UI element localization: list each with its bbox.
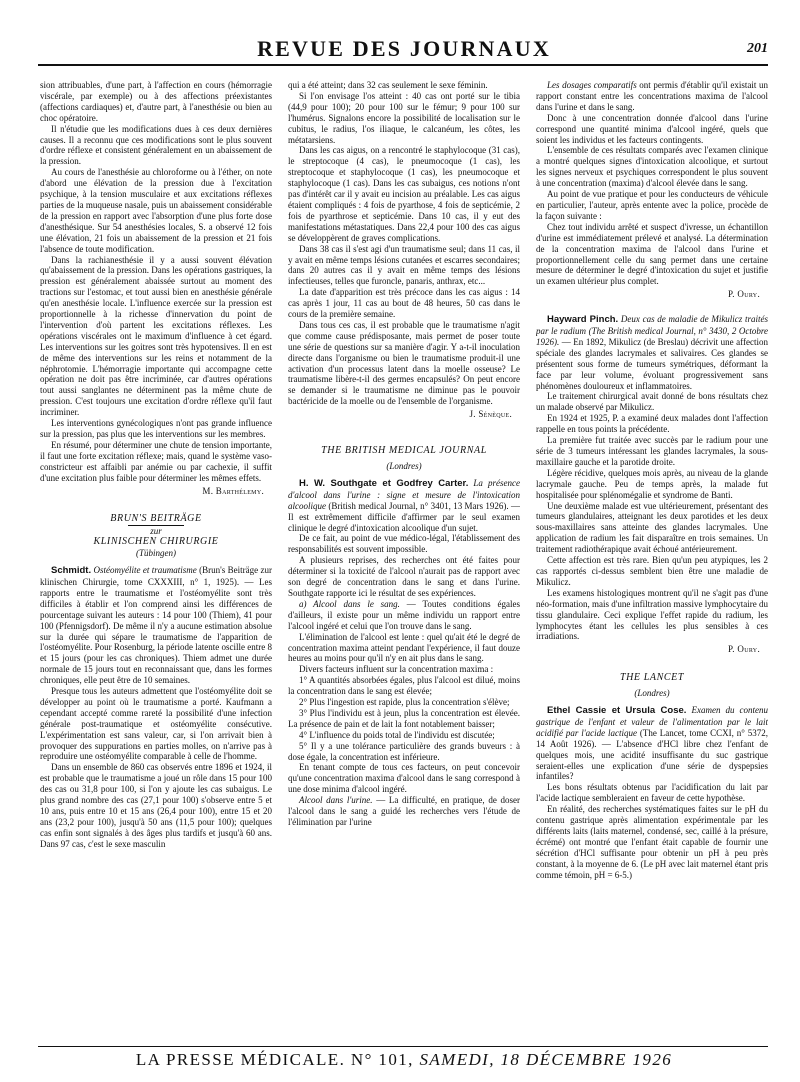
paragraph: Divers facteurs influent sur la concentration maxima : <box>299 664 494 675</box>
paragraph: sion attribuables, d'une part, à l'affection en cours (hémorragie viscérale, par exemple) ou à des affections préexistantes (affections cardiaques) et, d'autre part, à l'anesthésie ou bien au choc opératoire. <box>40 80 272 123</box>
paragraph <box>288 795 520 828</box>
article-title: Examen du contenu gastrique de l'enfant et valeur de l'alimentation par le lait acidifié par l'acide lactique <box>536 705 768 738</box>
paragraph: Donc à une concentration donnée d'alcool dans l'urine correspond une quantité minima d'alcool ingéré, quels que soient les individus et les facteurs contingents. <box>536 112 768 145</box>
section-heading: THE LANCET <box>619 672 685 684</box>
article-paragraph <box>288 478 520 534</box>
list-item: 5° Il y a une tolérance particulière des grands buveurs : à dose égale, la concentration est inférieure. <box>288 740 520 762</box>
header-rule <box>38 64 768 66</box>
paragraph: Si l'on envisage l'os atteint : 40 cas ont porté sur le tibia (44,9 pour 100); 20 pour 100 sur le fémur; 9 pour 100 sur l'humérus. Signalons encore la possibilité de localisation sur le cubitus, le radius, l'os iliaque, le calcanéum, les côtes, les métatarsiens. <box>288 90 520 145</box>
article-title: Ostéomyélite et traumatisme <box>93 565 197 576</box>
paragraph: En tenant compte de tous ces facteurs, on peut concevoir qu'une concentration maxima d'alcool dans le sang correspond à une dose minima d'alcool ingéré. <box>288 762 520 795</box>
paragraph: Le traitement chirurgical avait donné de bons résultats chez un malade observé par Mikulicz. <box>536 391 768 413</box>
footer-issue: N° 101, <box>350 1050 414 1069</box>
paragraph: Les bons résultats obtenus par l'acidification du lait par l'acide lactique sembleraient en faveur de cette hypothèse. <box>536 782 768 804</box>
column-right <box>536 80 768 1046</box>
footer-date: SAMEDI, 18 DÉCEMBRE 1926 <box>419 1050 673 1069</box>
subheading-lead: a) Alcool dans le sang. <box>299 598 400 609</box>
list-item: 4° L'influence du poids total de l'individu est discutée; <box>299 729 495 740</box>
article-reference: (British medical Journal, n° 3401, 13 Mars 1926). <box>328 500 509 511</box>
article-body: — Il est extrêmement difficile d'affirmer par le seul examen clinique le degré d'intoxication alcoolique d'un sujet. <box>288 500 520 533</box>
paragraph: Dans les cas aigus, on a rencontré le staphylocoque (31 cas), le streptocoque (4 cas), le pneumocoque (1 cas), les streptocoque et staphylocoque (1 cas), les pneumocoque et staphylocoque (1 cas). Dans les cas subaigus, ces notions n'ont pas d'intérêt car il y avait eu incision au préalable. Les cas aigus étaient compliqués : 4 fois de pyarthose, 4 fois de septicémie, 2 fois de pyarthrose et septicémie. Dans 10 cas, il y eut des manifestations métastatiques. Dans 22,4 pour 100 des cas aigus se développèrent de graves complications. <box>288 145 520 243</box>
article-body: — En 1892, Mikulicz (de Breslau) décrivit une affection spéciale des glandes lacrymales et salivaires. Ces glandes se présentent sous forme de tumeurs symétriques, déformant la face par leur volume, évoluant progressivement sans phénomènes douloureux et inflammatoires. <box>536 336 768 391</box>
author-signature: J. Sénèque. <box>469 409 512 420</box>
article-body: — Les rapports entre le traumatisme et l'ostéomyélite sont très difficiles à établir et l'on comprend ainsi les différences de pourcentage suivant les auteurs : 14 pour 100 (Thiem), 41 pour 100 (Pfennigsdorf). De même il n'y a aucune estimation absolue sur la durée qui sépare le traumatisme de l'apparition de l'ostéomyélite. Pour Rosenburg, la période latente oscille entre 8 et 15 jours (pour les cas chroniques). Thiem admet une durée normale de 15 jours tout en reconnaissant que, dans les formes chroniques, elle peut être de 10 semaines. <box>40 576 272 686</box>
paragraph <box>536 80 768 113</box>
paragraph: Presque tous les auteurs admettent que l'ostéomyélite doit se développer au point où le traumatisme a porté. Kaufmann a cependant accepté comme rareté la possibilité d'une infection générale post-traumatique et ostéomyélite consécutive. L'expérimentation est sans valeur, car, si l'on arrivait bien à provoquer des suppurations en parties molles, on n'arrive pas à reproduire une ostéomyélite comparable à celle de l'homme. <box>40 686 272 762</box>
article-reference: (The Lancet, tome CCXI, n° 5372, 14 Août 1926). <box>536 727 768 749</box>
paragraph: En 1924 et 1925, P. a examiné deux malades dont l'affection rappelle en tous points la précédente. <box>536 413 768 435</box>
article-author: H. W. Southgate et Godfrey Carter. <box>299 477 469 489</box>
paragraph-body: — Toutes conditions égales d'ailleurs, il existe pour un même individu un rapport entre l'alcool ingéré et celui que l'on trouve dans le sang. <box>288 598 520 631</box>
article-paragraph <box>40 565 272 686</box>
article-author: Hayward Pinch. <box>547 314 619 326</box>
paragraph: La première fut traitée avec succès par le radium pour une série de 3 tumeurs intéressant les glandes lacrymales, la sous-maxillaire gauche et la parotide droite. <box>536 435 768 467</box>
paragraph: Dans 38 cas il s'est agi d'un traumatisme seul; dans 11 cas, il y avait en même temps lésions cutanées et escarres secondaires; dans 20 autres cas il y avait en même temps des lésions infectieuses, telles que furoncle, panaris, anthrax, etc... <box>288 243 520 287</box>
list-item: 1° A quantités absorbées égales, plus l'alcool est dilué, moins la concentration dans le sang est élevée; <box>288 675 520 697</box>
page-number: 201 <box>747 41 768 56</box>
paragraph: L'ensemble de ces résultats comparés avec l'examen clinique a montré quelques signes d'intoxication alcoolique, et surtout les signes nerveux et psychiques correspondent le plus souvent à une concentration (maxima) d'alcool élevée dans le sang. <box>536 145 768 189</box>
author-signature: P. Oury. <box>728 644 760 655</box>
paragraph-body: — La difficulté, en pratique, de doser l'alcool dans le sang a guidé les recherches vers l'étude de l'élimination par l'urine <box>288 795 520 827</box>
footer-journal: LA PRESSE MÉDICALE. <box>135 1050 346 1069</box>
paragraph-body: ont permis d'établir qu'il existait un rapport constant entre les concentrations maxima de l'alcool dans l'urine et dans le sang. <box>536 80 768 112</box>
page-footer <box>40 1050 768 1070</box>
article-body: — L'absence d'HCl libre chez l'enfant de quelques mois, une acidité insuffisante du suc gastrique seraient-elles une explication d'une série de dyspepsies infantiles? <box>536 738 768 782</box>
paragraph: Il n'étudie que les modifications dues à ces deux dernières causes. Il a reconnu que ces modifications sont le plus souvent d'ordre réflexe et consistent généralement en un abaissement de la pression. <box>40 123 272 167</box>
paragraph: Au cours de l'anesthésie au chloroforme ou à l'éther, on note d'abord une élévation de la pression due à l'excitation psychique, à la tension musculaire et aux excitations réflexes parties de la muqueuse nasale, puis un abaissement considérable de la pression en rapport avec l'absorption d'une plus forte dose d'anesthésique. Sur 54 anesthésies locales, S. a observé 12 fois une élévation, 21 fois un abaissement de la pression et 21 fois l'absence de toute modification. <box>40 167 272 254</box>
paragraph: En résumé, pour déterminer une chute de tension importante, il faut une forte excitation réflexe; mais, quand le système vaso-constricteur est affaibli par anémie ou par cachexie, il suffit d'une excitation plus faible pour déterminer les mêmes effets. <box>40 439 272 483</box>
running-title: REVUE DES JOURNAUX <box>257 36 551 61</box>
paragraph: Au point de vue pratique et pour les conducteurs de véhicule en particulier, l'auteur, après entente avec la police, procède de la façon suivante : <box>536 189 768 221</box>
paragraph <box>288 599 520 632</box>
paragraph: Les interventions gynécologiques n'ont pas grande influence sur la pression, pas plus que les interventions sur les membres. <box>40 418 272 439</box>
author-signature: M. Barthélemy. <box>202 485 264 496</box>
author-signature: P. Oury. <box>728 289 760 300</box>
section-city: (Tübingen) <box>136 548 176 559</box>
column-middle <box>288 80 520 1046</box>
page-header <box>40 36 768 66</box>
subheading-lead: Alcool dans l'urine. <box>299 795 373 806</box>
paragraph: La date d'apparition est très précoce dans les cas aigus : 14 cas après 1 jour, 11 cas au bout de 48 heures, 50 cas dans le cours de la première semaine. <box>288 287 520 320</box>
article-columns <box>40 80 768 1046</box>
section-heading: BRUN'S BEITRÄGE <box>110 513 202 525</box>
paragraph: Dans la rachianesthésie il y a aussi souvent élévation qu'abaissement de la pression. Dans les opérations gastriques, la pression est généralement abaissée surtout au moment des tractions sur l'estomac, et tout aussi bien en anesthésie générale qu'en anesthésie locale. L'influence exercée sur la pression est proportionnelle à la richesse d'innervation du point de l'intervention d'où partent les excitations réflexes. Les opérations viscérales ont le maximum d'influence à cet égard. Les interventions sur les goitres sont très hypotensives. Il en est de même des interventions sur les reins et notamment de la néphrotomie. L'hémorragie importante qui accompagne cette opération ne doit pas être incriminée, car d'autres opérations tout aussi sanglantes ne déterminent pas la même chute de pression. C'est toujours une excitation d'ordre réflexe qu'il faut incriminer. <box>40 254 272 418</box>
list-item: 2° Plus l'ingestion est rapide, plus la concentration s'élève; <box>299 697 510 708</box>
article-title: Deux cas de maladie de Mikulicz traités par le radium <box>536 314 768 337</box>
paragraph: Dans tous ces cas, il est probable que le traumatisme n'agit que comme cause prédisposante, mais permet de poser toute une série de questions sur sa manière d'agir. Y a-t-il inoculation directe dans l'organisme ou bien le traumatisme produit-il une activation d'un processus latent dans la moelle osseuse? Le traumatisme libère-t-il des germes encapsulés? On peut encore se demander si le traumatisme ne diminue pas le pouvoir bactéricide de la moelle ou de l'ensemble de l'organisme. <box>288 319 520 407</box>
article-reference: (The British medical Journal, n° 3430, 2 Octobre 1926). <box>536 326 768 347</box>
section-heading: THE BRITISH MEDICAL JOURNAL <box>321 445 487 457</box>
list-item: 3° Plus l'individu est à jeun, plus la concentration est élevée. La présence de pain et de lait la font notablement baisser; <box>288 707 520 729</box>
article-reference: (Brun's Beiträge zur klinischen Chirurgie, tome CXXXIII, n° 1, 1925). <box>40 565 272 587</box>
paragraph: De ce fait, au point de vue médico-légal, l'établissement des responsabilités est souvent impossible. <box>288 533 520 555</box>
footer-rule <box>38 1046 768 1047</box>
paragraph: En réalité, des recherches systématiques faites sur le pH du contenu gastrique après alimentation expérimentale par les différents laits (laits maternel, condensé, sec, caillé à la présure, écrémé) ont montré que l'enfant était capable de fournir une sécrétion d'HCl suffisante pour obtenir un pH à peu près constant, à la moyenne de 6. (Le pH avec lait maternel étant pris comme témoin, pH = 6-5.) <box>536 804 768 880</box>
article-author: Ethel Cassie et Ursula Cose. <box>547 705 687 717</box>
paragraph: Dans un ensemble de 860 cas observés entre 1896 et 1924, il est probable que le traumatisme a joué un rôle dans 15 pour 100 des cas ou 31,8 pour 100, si l'on y ajoute les cas subaigus. Le plus grand nombre des cas (27,1 pour 100) s'observe entre 5 et 10 ans, puis entre 10 et 15 ans (26,4 pour 100), entre 15 et 20 ans (23,2 pour 100), jusqu'à 50 ans (11,5 pour 100); quelques cas enfin sont signalés à des âges plus tardifs et jusqu'à 60 ans. Dans 97 cas, c'est le sexe masculin <box>40 762 272 849</box>
section-heading-zur: zur <box>150 526 162 537</box>
paragraph: A plusieurs reprises, des recherches ont été faites pour déterminer si la toxicité de l'alcool n'aurait pas de rapport avec son degré de concentration dans le sang et dans l'urine. Southgate rapporte ici le résultat de ses expériences. <box>288 555 520 598</box>
article-paragraph <box>536 314 768 391</box>
paragraph: Chez tout individu arrêté et suspect d'ivresse, un échantillon d'urine est immédiatement prélevé et analysé. La détermination de la concentration maxima de l'alcool dans l'urine et proportionnellement celle du sang permet dans une certaine mesure de déterminer le degré d'intoxication du sujet et justifie un examen ultérieur plus complet. <box>536 221 768 287</box>
article-author: Schmidt. <box>51 565 92 577</box>
section-city: (Londres) <box>386 461 422 471</box>
paragraph: Légère récidive, quelques mois après, au niveau de la glande lacrymale gauche. Peu de temps après, la malade fut hospitalisée pour splénomégalie et syndrome de Banti. <box>536 467 768 500</box>
paragraph: L'élimination de l'alcool est lente : quel qu'ait été le degré de concentration maxima atteint pendant l'expérience, il faut douze heures au moins pour qu'il n'y en ait plus dans le sang. <box>288 631 520 664</box>
section-city: (Londres) <box>634 688 670 699</box>
subheading-lead: Les dosages comparatifs <box>547 80 637 90</box>
article-title: La présence d'alcool dans l'urine : signe et mesure de l'intoxication alcoolique <box>288 477 520 511</box>
paragraph: Une deuxième malade est vue ultérieurement, présentant des tumeurs glandulaires, atteignant les deux parotides et les deux sous-maxillaires sans atteinte des glandes lacrymales. Une application de radium les fait disparaître en trois semaines. Un traitement radiothérapique avait échoué antérieurement. <box>536 500 768 555</box>
article-paragraph <box>536 705 768 782</box>
section-heading-line2: KLINISCHEN CHIRURGIE <box>93 536 219 548</box>
paragraph: qui a été atteint; dans 32 cas seulement le sexe féminin. <box>288 80 488 90</box>
paragraph: Cette affection est très rare. Bien qu'un peu atypiques, les 2 cas rapportés ci-dessus semblent bien être une maladie de Mikulicz. <box>536 555 768 587</box>
paragraph: Les examens histologiques montrent qu'il ne s'agit pas d'une néo-formation, mais d'une infiltration massive lymphocytaire du tissu glandulaire. Ceci explique l'effet rapide du radium, les lymphocytes étant les cellules les plus sensibles à ces irradiations. <box>536 587 768 642</box>
column-left <box>40 80 272 1046</box>
